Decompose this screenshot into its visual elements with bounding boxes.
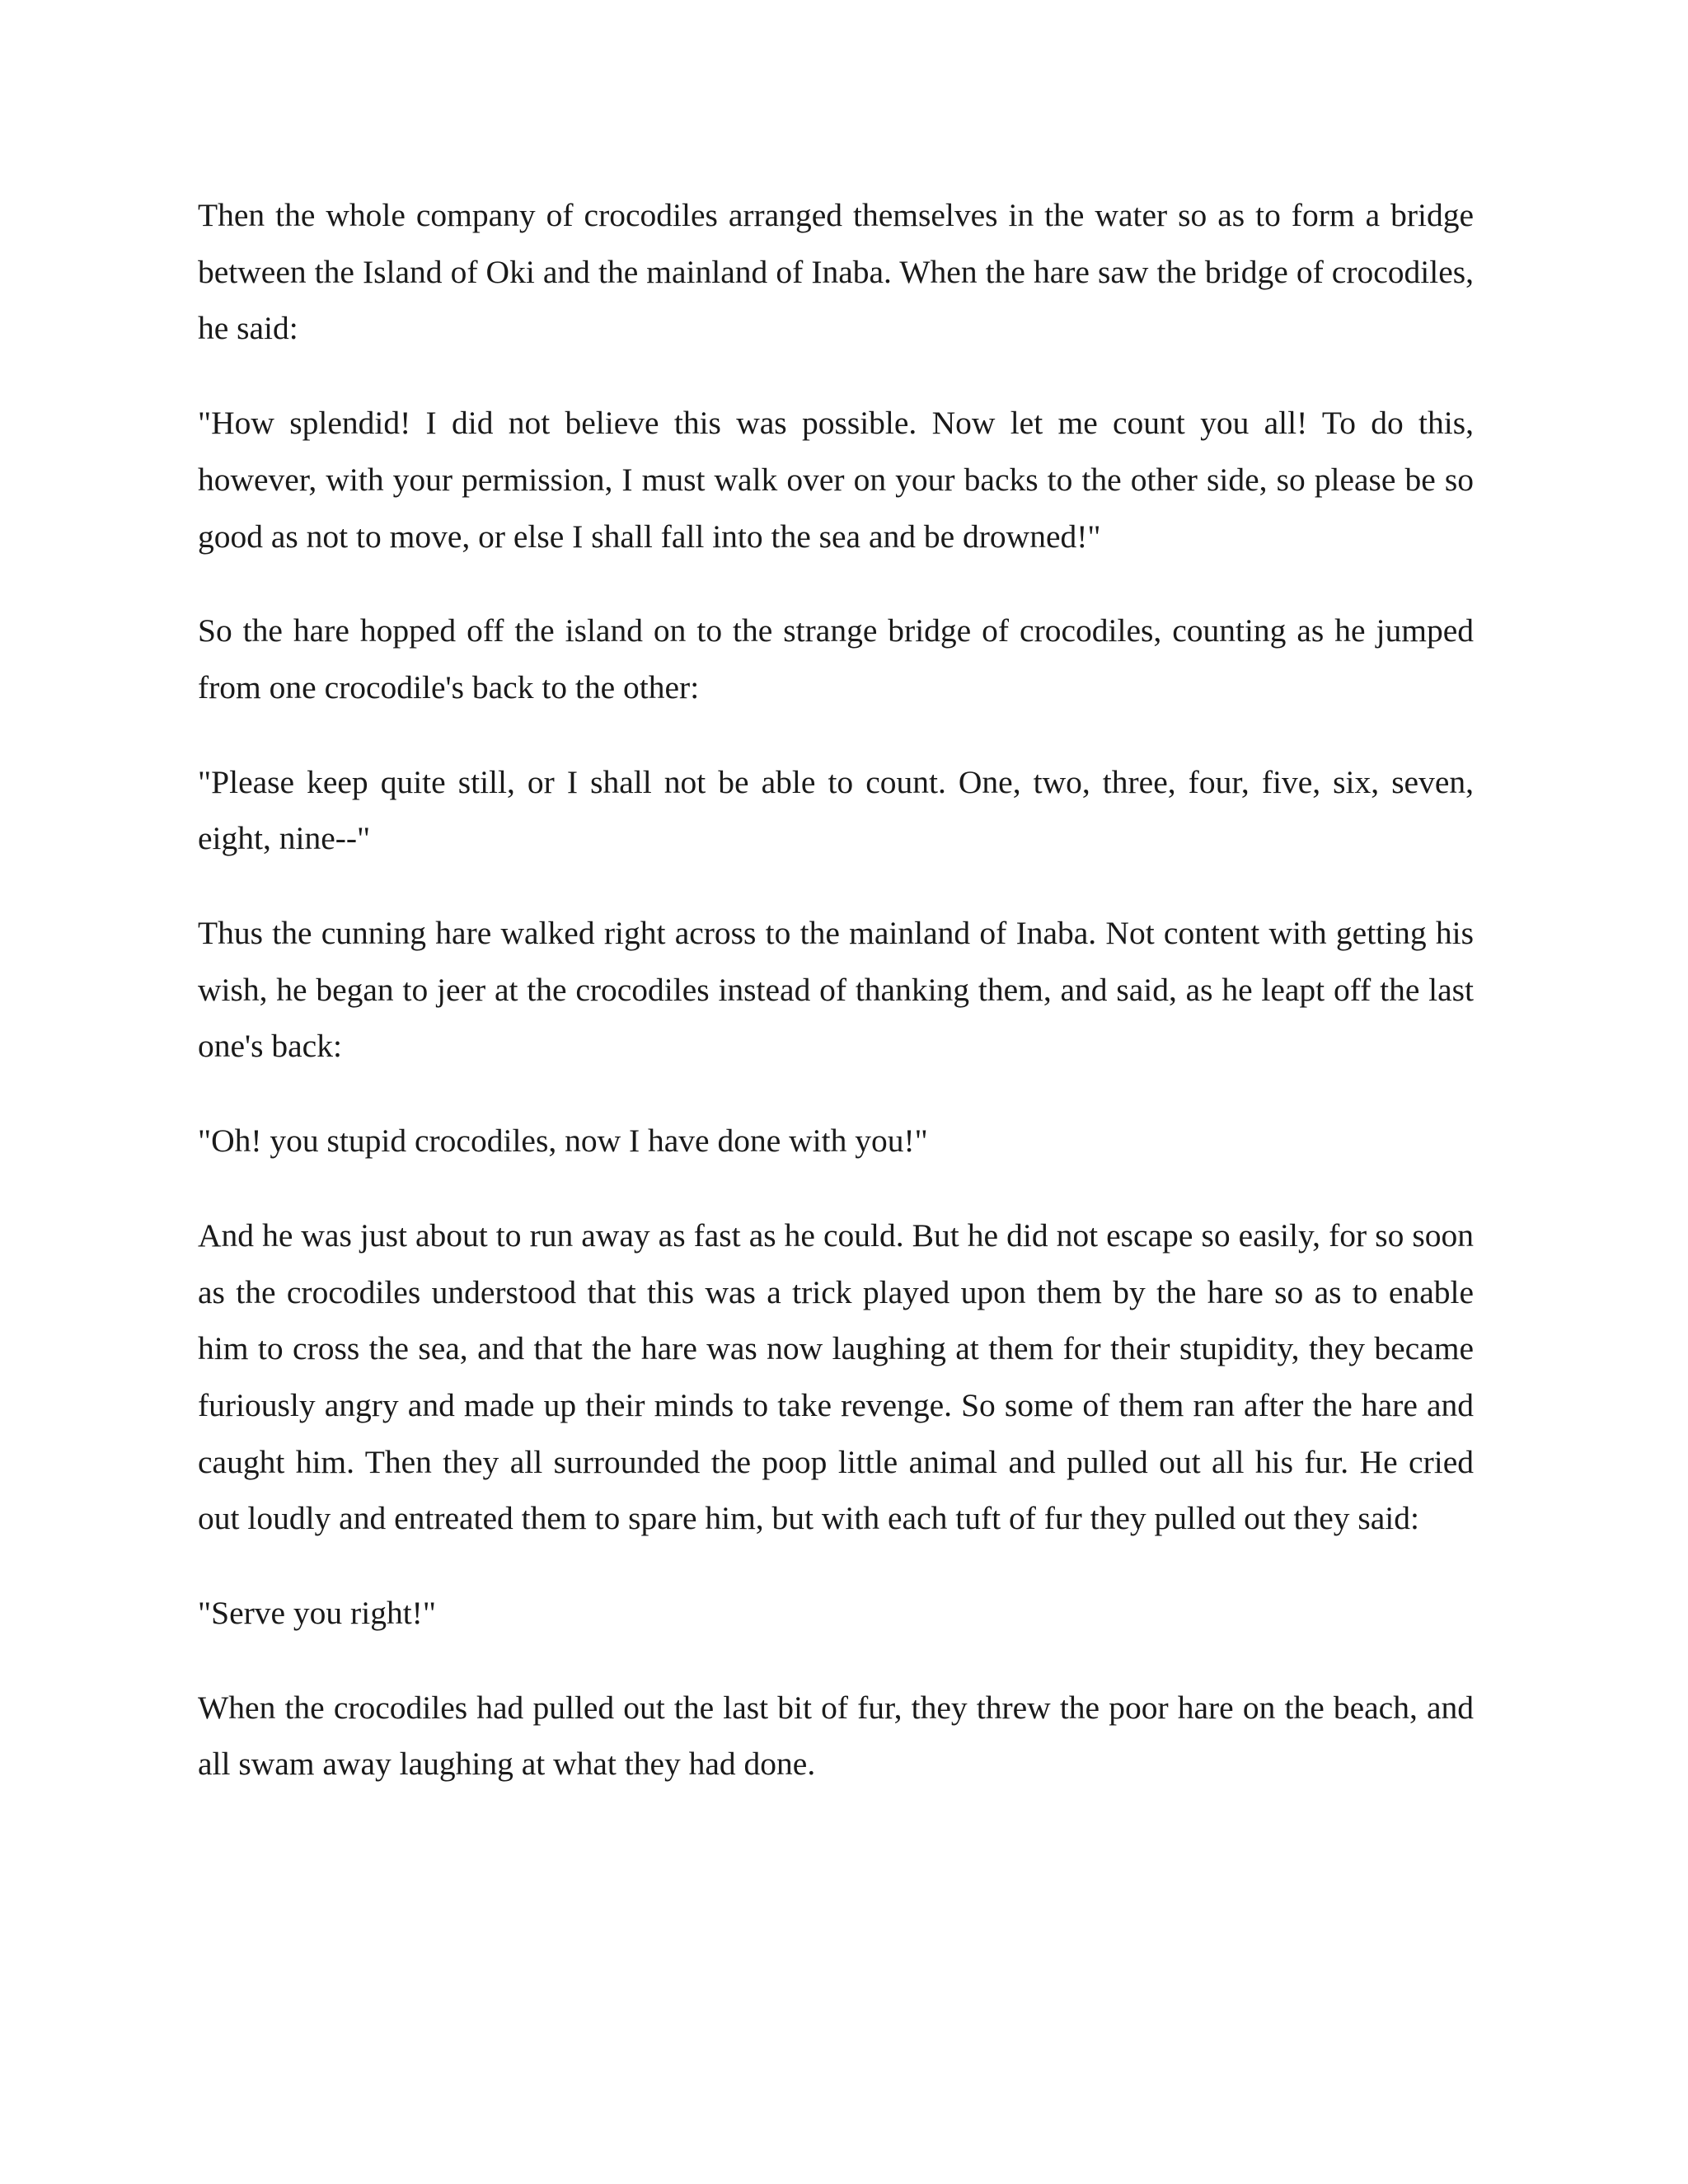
paragraph-2: "How splendid! I did not believe this was possible. Now let me count you all! To do this, however, with your permission, I must walk over on your backs to the other side, so please be so good as not to move, or else I shall fall into the sea and be drowned!" [198,405,1474,555]
paragraph-3: So the hare hopped off the island on to the strange bridge of crocodiles, counting as he jumped from one crocodile's back to the other: [198,612,1474,705]
paragraph-4: "Please keep quite still, or I shall not be able to count. One, two, three, four, five, six, seven, eight, nine--" [198,763,1474,857]
paragraph-9: When the crocodiles had pulled out the last bit of fur, they threw the poor hare on the beach, and all swam away laughing at what they had done. [198,1689,1474,1783]
paragraph-5: Thus the cunning hare walked right across to the mainland of Inaba. Not content with getting his wish, he began to jeer at the crocodiles instead of thanking them, and said, as he leapt off the last one's back: [198,915,1474,1065]
paragraph-6: "Oh! you stupid crocodiles, now I have done with you!" [198,1122,928,1160]
paragraph-7: And he was just about to run away as fast as he could. But he did not escape so easily, for so soon as the crocodiles understood that this was a trick played upon them by the hare so as to enable him to cross the sea, and that the hare was now laughing at them for their stupidity, they became furiously angry and made up their minds to take revenge. So some of them ran after the hare and caught him. Then they all surrounded the poop little animal and pulled out all his fur. He cried out loudly and entreated them to spare him, but with each tuft of fur they pulled out they said: [198,1216,1474,1537]
paragraph-1: Then the whole company of crocodiles arranged themselves in the water so as to form a bridge between the Island of Oki and the mainland of Inaba. When the hare saw the bridge of crocodiles, he said: [198,197,1474,347]
paragraph-8: "Serve you right!" [198,1595,436,1632]
document-body [198,187,1474,1830]
